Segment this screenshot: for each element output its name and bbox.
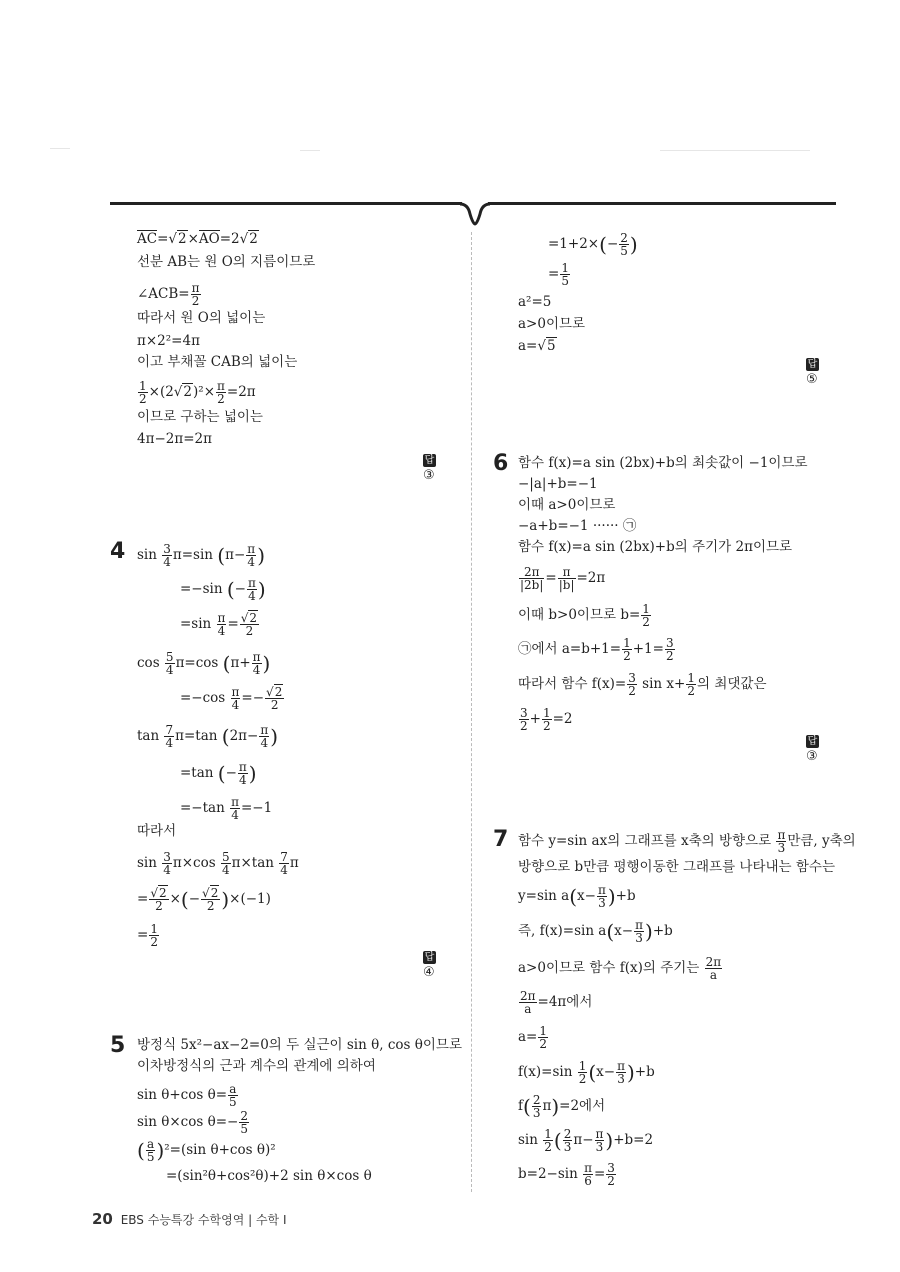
math-line: 따라서 함수 f(x)= $\frac{3}{2}$ sin x+ $\frac{1}{2}$ 의 최댓값은 (518, 671, 767, 698)
problem-number: 4 (110, 539, 126, 564)
math-line: −|a|+b=−1 (518, 476, 598, 492)
text-line: 따라서 (137, 823, 177, 839)
math-line: a= $\frac{1}{2}$ (518, 1024, 548, 1051)
answer-icon: 답 (807, 736, 818, 747)
math-line: b=2−sin $\frac{\pi}{6}$ = $\frac{3}{2}$ (518, 1161, 615, 1188)
answer-icon: 답 (424, 952, 435, 963)
math-line: ( $\frac{a}{5}$ )²=(sin θ+cos θ)² (137, 1137, 276, 1164)
answer-icon: 답 (424, 455, 435, 466)
math-line: =−cos $\frac{\pi}{4}$ =− $\frac{√2}{2}$ (180, 685, 283, 712)
math-line: sin $\frac{3}{4}$ π×cos $\frac{5}{4}$ π×tan $\frac{7}{4}$ π (137, 850, 299, 877)
math-line: $\frac{2\pi}{a}$ =4π에서 (520, 989, 593, 1016)
math-line: tan $\frac{7}{4}$ π=tan (2π− $\frac{\pi}{4}$ ) (137, 723, 279, 750)
math-line: ∠ACB= $\frac{\pi}{2}$ (137, 281, 200, 308)
math-line: y=sin a(x− $\frac{\pi}{3}$ )+b (518, 883, 636, 910)
answer-icon: 답 (807, 359, 818, 370)
header-rule-left (110, 202, 462, 205)
math-line: 즉, f(x)=sin a(x− $\frac{\pi}{3}$ )+b (518, 918, 673, 945)
scan-mark (50, 148, 70, 149)
math-line: f( $\frac{2}{3}$ π)=2에서 (518, 1093, 606, 1120)
book-title: EBS 수능특강 수학영역 | 수학 I (120, 1213, 287, 1227)
math-line: =−tan $\frac{\pi}{4}$ =−1 (180, 795, 273, 822)
math-line: sin θ+cos θ= $\frac{a}{5}$ (137, 1082, 237, 1109)
header-rule-right (488, 202, 836, 205)
answer-mark: 답③ (806, 736, 818, 764)
math-line: 이때 b>0이므로 b= $\frac{1}{2}$ (518, 602, 650, 629)
text-line: 따라서 원 O의 넓이는 (137, 310, 266, 326)
text-line: a>0이므로 (518, 316, 586, 332)
math-line: sin θ×cos θ=− $\frac{2}{5}$ (137, 1109, 248, 1136)
text-line: 이차방정식의 근과 계수의 관계에 의하여 (137, 1058, 376, 1074)
math-line: =1+2×(− $\frac{2}{5}$ ) (548, 231, 638, 258)
math-line: = $\frac{1}{5}$ (548, 261, 569, 288)
column-divider (471, 232, 472, 1192)
math-line: sin $\frac{3}{4}$ π=sin (π− $\frac{\pi}{4}$ ) (137, 542, 265, 569)
text-line: 방정식 5x²−ax−2=0의 두 실근이 sin θ, cos θ이므로 (137, 1037, 462, 1053)
text-line: 선분 AB는 원 O의 지름이므로 (137, 254, 316, 270)
answer-mark: 답⑤ (806, 359, 818, 387)
math-line: =−sin (− $\frac{\pi}{4}$ ) (180, 576, 266, 603)
math-line: −a+b=−1 ······ ㉠ (518, 518, 637, 534)
math-line: ㉠에서 a=b+1= $\frac{1}{2}$ +1= $\frac{3}{2}$ (518, 636, 674, 663)
math-line: =tan (− $\frac{\pi}{4}$ ) (180, 760, 257, 787)
math-line: =sin $\frac{\pi}{4}$ = $\frac{√2}{2}$ (180, 611, 258, 638)
math-line: π×2²=4π (137, 333, 200, 349)
problem-number: 6 (493, 451, 509, 476)
math-line: a=√5 (518, 338, 556, 354)
answer-mark: 답④ (423, 952, 435, 980)
math-line: = $\frac{√2}{2}$ ×(− $\frac{√2}{2}$ )×(−1) (137, 886, 271, 913)
text-line: 이때 a>0이므로 (518, 497, 616, 513)
text-line: 함수 f(x)=a sin (2bx)+b의 최솟값이 −1이므로 (518, 455, 808, 471)
math-line: = $\frac{1}{2}$ (137, 922, 158, 949)
problem-number: 7 (493, 827, 509, 852)
math-line: a²=5 (518, 294, 552, 310)
text-line: 이고 부채꼴 CAB의 넓이는 (137, 354, 298, 370)
page-footer (92, 1210, 287, 1228)
math-line: $\frac{3}{2}$ + $\frac{1}{2}$ =2 (520, 706, 573, 733)
scan-mark (300, 150, 320, 151)
math-line: 4π−2π=2π (137, 431, 213, 447)
math-line: $\frac{2\pi}{|2b|}$ = $\frac{\pi}{|b|}$ =2π (520, 565, 606, 592)
math-line: $\frac{1}{2}$ ×(2√2)²× $\frac{\pi}{2}$ =2π (139, 379, 256, 406)
page-number: 20 (92, 1210, 113, 1228)
text-line: 이므로 구하는 넓이는 (137, 409, 263, 425)
math-line: cos $\frac{5}{4}$ π=cos (π+ $\frac{\pi}{4}$ ) (137, 650, 271, 677)
math-line: AC=√2×AO=2√2 (137, 231, 258, 247)
text-line: 함수 f(x)=a sin (2bx)+b의 주기가 2π이므로 (518, 539, 793, 555)
answer-mark: 답③ (423, 455, 435, 483)
math-line: sin $\frac{1}{2}$ ( $\frac{2}{3}$ π− $\frac{\pi}{3}$ )+b=2 (518, 1127, 654, 1154)
math-line: =(sin²θ+cos²θ)+2 sin θ×cos θ (166, 1168, 372, 1184)
scan-mark (660, 150, 810, 151)
math-line: f(x)=sin $\frac{1}{2}$ (x− $\frac{\pi}{3}$ )+b (518, 1059, 655, 1086)
problem-number: 5 (110, 1033, 126, 1058)
text-line: 방향으로 b만큼 평행이동한 그래프를 나타내는 함수는 (518, 859, 835, 875)
header-notch (458, 196, 492, 226)
math-line: 함수 y=sin ax의 그래프를 x축의 방향으로 $\frac{\pi}{3}$ 만큼, y축의 (518, 828, 856, 855)
math-line: a>0이므로 함수 f(x)의 주기는 $\frac{2\pi}{a}$ (518, 955, 722, 982)
